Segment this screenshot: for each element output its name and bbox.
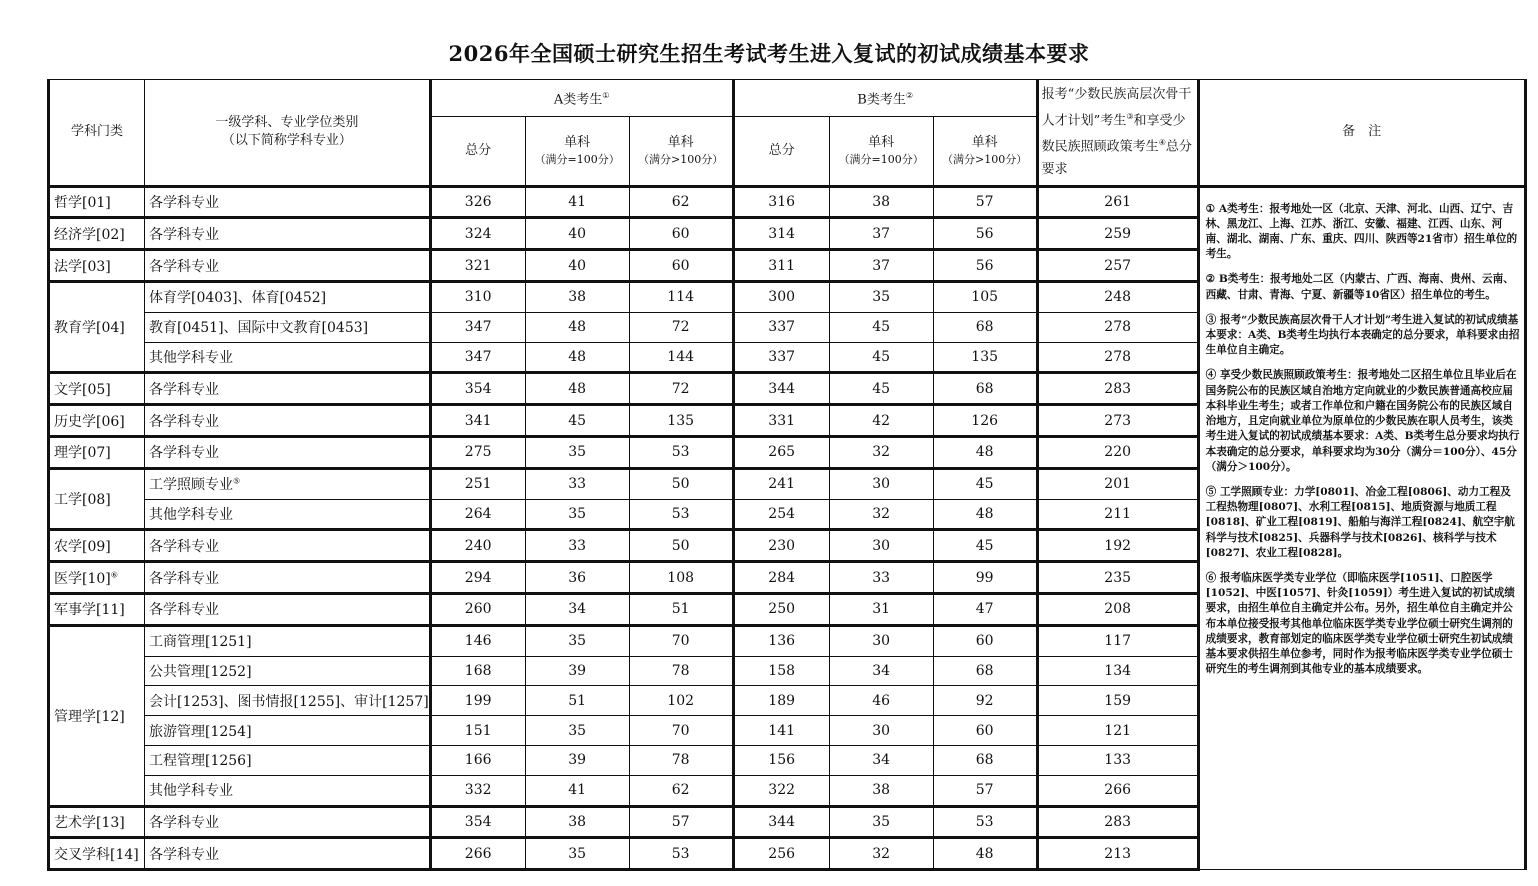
header-a-total: 总分	[430, 116, 525, 186]
a-single-100-cell: 33	[525, 468, 629, 499]
a-single-100-cell: 35	[525, 716, 629, 746]
b-single-100-cell: 32	[829, 838, 933, 870]
a-single-over100-cell: 70	[629, 716, 733, 746]
header-minority: 报考“少数民族高层次骨干人才计划”考生③和享受少数民族照顾政策考生④总分要求	[1037, 80, 1198, 187]
a-single-over100-cell: 135	[629, 405, 733, 437]
a-single-100-cell: 48	[525, 312, 629, 342]
b-total-cell: 344	[733, 373, 829, 405]
b-single-over100-cell: 56	[933, 218, 1037, 250]
b-total-cell: 337	[733, 342, 829, 373]
b-single-over100-cell: 92	[933, 686, 1037, 716]
a-total-cell: 166	[430, 746, 525, 776]
a-single-100-cell: 35	[525, 625, 629, 656]
subject-cell: 旅游管理[1254]	[145, 716, 431, 746]
subject-cell: 教育[0451]、国际中文教育[0453]	[145, 312, 431, 342]
b-single-100-cell: 34	[829, 656, 933, 686]
a-single-100-cell: 45	[525, 405, 629, 437]
minority-total-cell: 283	[1037, 806, 1198, 838]
a-single-over100-cell: 57	[629, 806, 733, 838]
a-single-100-cell: 51	[525, 686, 629, 716]
note-item: ③ 报考“少数民族高层次骨干人才计划”考生进入复试的初试成绩基本要求：A类、B类考生均执行本表确定的总分要求，单科要求由招生单位自主确定。	[1205, 313, 1520, 357]
minority-total-cell: 213	[1037, 838, 1198, 870]
category-cell: 哲学[01]	[49, 186, 145, 218]
category-cell: 军事学[11]	[49, 594, 145, 626]
header-a-single-over100: 单科 （满分>100分）	[629, 116, 733, 186]
a-single-over100-cell: 78	[629, 656, 733, 686]
category-cell: 理学[07]	[49, 437, 145, 469]
header-b-single-over100: 单科 （满分>100分）	[933, 116, 1037, 186]
a-single-100-cell: 38	[525, 282, 629, 313]
a-single-100-cell: 35	[525, 838, 629, 870]
header-b-single-100: 单科 （满分=100分）	[829, 116, 933, 186]
a-single-over100-cell: 72	[629, 373, 733, 405]
a-total-cell: 326	[430, 186, 525, 218]
a-single-100-cell: 48	[525, 342, 629, 373]
subject-cell: 工商管理[1251]	[145, 625, 431, 656]
b-total-cell: 241	[733, 468, 829, 499]
b-single-over100-cell: 68	[933, 312, 1037, 342]
a-single-over100-cell: 62	[629, 186, 733, 218]
minority-total-cell: 235	[1037, 562, 1198, 594]
a-single-over100-cell: 102	[629, 686, 733, 716]
table-row	[49, 186, 1526, 218]
a-single-over100-cell: 114	[629, 282, 733, 313]
category-cell: 农学[09]	[49, 530, 145, 562]
b-single-100-cell: 30	[829, 468, 933, 499]
b-total-cell: 314	[733, 218, 829, 250]
b-single-over100-cell: 105	[933, 282, 1037, 313]
b-total-cell: 156	[733, 746, 829, 776]
subject-cell: 各学科专业	[145, 530, 431, 562]
minority-total-cell: 278	[1037, 312, 1198, 342]
b-total-cell: 254	[733, 499, 829, 530]
a-single-100-cell: 40	[525, 250, 629, 282]
a-single-over100-cell: 53	[629, 437, 733, 469]
b-single-100-cell: 37	[829, 250, 933, 282]
b-single-over100-cell: 57	[933, 775, 1037, 806]
note-item: ① A类考生：报考地处一区（北京、天津、河北、山西、辽宁、吉林、黑龙江、上海、江苏、浙江、安徽、福建、江西、山东、河南、湖北、湖南、广东、重庆、四川、陕西等21省市）招生单位的考生。	[1205, 202, 1518, 261]
a-single-100-cell: 41	[525, 775, 629, 806]
header-subject: 一级学科、专业学位类别 （以下简称学科专业）	[145, 80, 431, 187]
b-total-cell: 316	[733, 186, 829, 218]
category-cell: 医学[10]⑥	[49, 562, 145, 594]
b-single-100-cell: 32	[829, 499, 933, 530]
b-single-over100-cell: 68	[933, 656, 1037, 686]
a-single-100-cell: 36	[525, 562, 629, 594]
b-single-100-cell: 45	[829, 373, 933, 405]
minority-total-cell: 211	[1037, 499, 1198, 530]
header-a-single-100: 单科 （满分=100分）	[525, 116, 629, 186]
b-single-100-cell: 38	[829, 775, 933, 806]
score-requirements-table	[47, 79, 1527, 871]
subject-cell: 各学科专业	[145, 186, 431, 218]
category-cell: 经济学[02]	[49, 218, 145, 250]
a-single-over100-cell: 53	[629, 838, 733, 870]
a-total-cell: 146	[430, 625, 525, 656]
b-single-100-cell: 31	[829, 594, 933, 626]
b-total-cell: 300	[733, 282, 829, 313]
b-single-100-cell: 46	[829, 686, 933, 716]
a-total-cell: 168	[430, 656, 525, 686]
subject-cell: 各学科专业	[145, 250, 431, 282]
b-single-over100-cell: 48	[933, 499, 1037, 530]
category-cell: 管理学[12]	[49, 625, 145, 806]
remarks-notes	[1198, 186, 1525, 870]
subject-cell: 各学科专业	[145, 594, 431, 626]
subject-cell: 各学科专业	[145, 437, 431, 469]
note-item: ⑥ 报考临床医学类专业学位（即临床医学[1051]、口腔医学[1052]、中医[1057]、针灸[1059]）考生进入复试的初试成绩要求，由招生单位自主确定并公布。另外，招生单位自主确定并公布本单位接受报考其他单位临床医学类专业学位硕士研究生调剂的成绩要求，教育部划定的临床医学类专业学位硕士研究生初试成绩基本要求供招生单位参考，同时作为报考临床医学类专业学位硕士研究生的考生调剂到其他专业的基本成绩要求。	[1205, 571, 1515, 676]
subject-cell: 各学科专业	[145, 373, 431, 405]
a-single-100-cell: 48	[525, 373, 629, 405]
a-single-over100-cell: 72	[629, 312, 733, 342]
minority-total-cell: 220	[1037, 437, 1198, 469]
b-single-over100-cell: 99	[933, 562, 1037, 594]
a-single-100-cell: 33	[525, 530, 629, 562]
a-total-cell: 332	[430, 775, 525, 806]
a-single-over100-cell: 70	[629, 625, 733, 656]
b-total-cell: 256	[733, 838, 829, 870]
a-single-100-cell: 40	[525, 218, 629, 250]
a-single-100-cell: 39	[525, 746, 629, 776]
b-single-over100-cell: 126	[933, 405, 1037, 437]
category-cell: 交叉学科[14]	[49, 838, 145, 870]
a-total-cell: 266	[430, 838, 525, 870]
b-single-100-cell: 35	[829, 282, 933, 313]
b-single-over100-cell: 48	[933, 437, 1037, 469]
b-single-100-cell: 45	[829, 342, 933, 373]
page-title: 2026年全国硕士研究生招生考试考生进入复试的初试成绩基本要求	[448, 41, 1090, 66]
minority-total-cell: 278	[1037, 342, 1198, 373]
b-single-100-cell: 33	[829, 562, 933, 594]
b-single-100-cell: 38	[829, 186, 933, 218]
minority-total-cell: 266	[1037, 775, 1198, 806]
a-single-over100-cell: 53	[629, 499, 733, 530]
a-total-cell: 347	[430, 312, 525, 342]
minority-total-cell: 257	[1037, 250, 1198, 282]
b-total-cell: 136	[733, 625, 829, 656]
b-single-over100-cell: 53	[933, 806, 1037, 838]
b-total-cell: 158	[733, 656, 829, 686]
minority-total-cell: 283	[1037, 373, 1198, 405]
subject-cell: 各学科专业	[145, 405, 431, 437]
b-total-cell: 331	[733, 405, 829, 437]
category-cell: 文学[05]	[49, 373, 145, 405]
a-total-cell: 260	[430, 594, 525, 626]
b-total-cell: 322	[733, 775, 829, 806]
category-cell: 工学[08]	[49, 468, 145, 530]
b-single-100-cell: 32	[829, 437, 933, 469]
a-single-over100-cell: 50	[629, 468, 733, 499]
a-single-over100-cell: 62	[629, 775, 733, 806]
subject-cell: 各学科专业	[145, 218, 431, 250]
a-single-100-cell: 34	[525, 594, 629, 626]
subject-cell: 体育学[0403]、体育[0452]	[145, 282, 431, 313]
a-total-cell: 199	[430, 686, 525, 716]
b-single-100-cell: 42	[829, 405, 933, 437]
a-single-over100-cell: 60	[629, 218, 733, 250]
b-single-over100-cell: 48	[933, 838, 1037, 870]
b-single-100-cell: 34	[829, 746, 933, 776]
a-single-over100-cell: 51	[629, 594, 733, 626]
header-group-a: A类考生①	[430, 80, 733, 117]
b-single-100-cell: 45	[829, 312, 933, 342]
b-single-over100-cell: 45	[933, 530, 1037, 562]
b-total-cell: 344	[733, 806, 829, 838]
a-single-100-cell: 38	[525, 806, 629, 838]
b-total-cell: 284	[733, 562, 829, 594]
a-single-over100-cell: 60	[629, 250, 733, 282]
header-remarks: 备 注	[1198, 80, 1525, 187]
subject-cell: 工学照顾专业⑤	[145, 468, 431, 499]
a-single-100-cell: 41	[525, 186, 629, 218]
b-total-cell: 265	[733, 437, 829, 469]
note-item: ④ 享受少数民族照顾政策考生：报考地处二区招生单位且毕业后在国务院公布的民族区域自治地方定向就业的少数民族普通高校应届本科毕业生考生；或者工作单位和户籍在国务院公布的民族区域自治地方，且定向就业单位为原单位的少数民族在职人员考生，该类考生进入复试的初试成绩基本要求：A类、B类考生总分要求均执行本表确定的总分要求，单科要求均为30分（满分＝100分）、45分（满分＞100分）。	[1205, 369, 1520, 473]
category-cell: 艺术学[13]	[49, 806, 145, 838]
b-single-over100-cell: 60	[933, 716, 1037, 746]
b-single-over100-cell: 68	[933, 746, 1037, 776]
a-single-over100-cell: 50	[629, 530, 733, 562]
minority-total-cell: 201	[1037, 468, 1198, 499]
minority-total-cell: 133	[1037, 746, 1198, 776]
a-total-cell: 354	[430, 373, 525, 405]
b-single-over100-cell: 56	[933, 250, 1037, 282]
note-item: ⑤ 工学照顾专业：力学[0801]、冶金工程[0806]、动力工程及工程热物理[0807]、水利工程[0815]、地质资源与地质工程[0818]、矿业工程[0819]、船舶与海洋工程[0824]、航空宇航科学与技术[0825]、兵器科学与技术[0826]、核科学与技术[0827]、农业工程[0828]。	[1205, 485, 1515, 559]
a-total-cell: 251	[430, 468, 525, 499]
a-total-cell: 324	[430, 218, 525, 250]
b-single-100-cell: 30	[829, 530, 933, 562]
header-category: 学科门类	[49, 80, 145, 187]
a-total-cell: 347	[430, 342, 525, 373]
a-single-over100-cell: 108	[629, 562, 733, 594]
subject-cell: 其他学科专业	[145, 775, 431, 806]
a-total-cell: 310	[430, 282, 525, 313]
note-item: ② B类考生：报考地处二区（内蒙古、广西、海南、贵州、云南、西藏、甘肃、青海、宁夏、新疆等10省区）招生单位的考生。	[1205, 273, 1514, 301]
b-single-100-cell: 30	[829, 716, 933, 746]
a-single-100-cell: 35	[525, 499, 629, 530]
a-total-cell: 240	[430, 530, 525, 562]
minority-total-cell: 248	[1037, 282, 1198, 313]
category-cell: 法学[03]	[49, 250, 145, 282]
a-single-100-cell: 35	[525, 437, 629, 469]
minority-total-cell: 273	[1037, 405, 1198, 437]
b-total-cell: 311	[733, 250, 829, 282]
a-total-cell: 275	[430, 437, 525, 469]
b-total-cell: 141	[733, 716, 829, 746]
minority-total-cell: 259	[1037, 218, 1198, 250]
subject-cell: 会计[1253]、图书情报[1255]、审计[1257]	[145, 686, 431, 716]
minority-total-cell: 159	[1037, 686, 1198, 716]
a-single-over100-cell: 78	[629, 746, 733, 776]
a-total-cell: 341	[430, 405, 525, 437]
header-b-total: 总分	[733, 116, 829, 186]
a-total-cell: 354	[430, 806, 525, 838]
a-total-cell: 151	[430, 716, 525, 746]
b-single-100-cell: 30	[829, 625, 933, 656]
a-total-cell: 264	[430, 499, 525, 530]
b-single-over100-cell: 47	[933, 594, 1037, 626]
b-single-100-cell: 37	[829, 218, 933, 250]
subject-cell: 各学科专业	[145, 838, 431, 870]
b-total-cell: 189	[733, 686, 829, 716]
subject-cell: 各学科专业	[145, 562, 431, 594]
b-total-cell: 250	[733, 594, 829, 626]
subject-cell: 其他学科专业	[145, 499, 431, 530]
minority-total-cell: 134	[1037, 656, 1198, 686]
b-single-over100-cell: 45	[933, 468, 1037, 499]
b-single-100-cell: 35	[829, 806, 933, 838]
a-single-over100-cell: 144	[629, 342, 733, 373]
b-single-over100-cell: 60	[933, 625, 1037, 656]
category-cell: 教育学[04]	[49, 282, 145, 373]
minority-total-cell: 117	[1037, 625, 1198, 656]
b-total-cell: 337	[733, 312, 829, 342]
b-single-over100-cell: 135	[933, 342, 1037, 373]
subject-cell: 工程管理[1256]	[145, 746, 431, 776]
header-group-b: B类考生②	[733, 80, 1037, 117]
subject-cell: 公共管理[1252]	[145, 656, 431, 686]
subject-cell: 其他学科专业	[145, 342, 431, 373]
category-cell: 历史学[06]	[49, 405, 145, 437]
b-total-cell: 230	[733, 530, 829, 562]
minority-total-cell: 261	[1037, 186, 1198, 218]
a-single-100-cell: 39	[525, 656, 629, 686]
minority-total-cell: 192	[1037, 530, 1198, 562]
a-total-cell: 321	[430, 250, 525, 282]
a-total-cell: 294	[430, 562, 525, 594]
b-single-over100-cell: 57	[933, 186, 1037, 218]
b-single-over100-cell: 68	[933, 373, 1037, 405]
subject-cell: 各学科专业	[145, 806, 431, 838]
minority-total-cell: 208	[1037, 594, 1198, 626]
minority-total-cell: 121	[1037, 716, 1198, 746]
